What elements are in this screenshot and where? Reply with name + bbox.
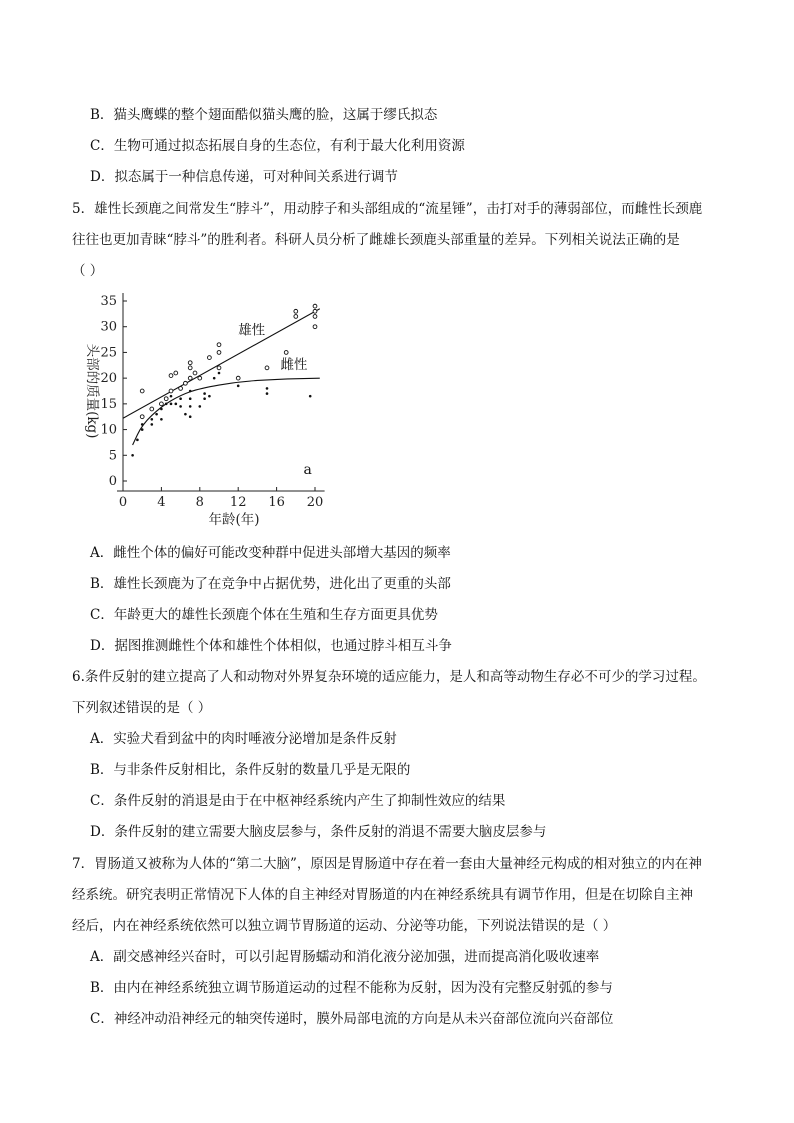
female-point: [213, 377, 216, 380]
male-point: [284, 351, 288, 355]
x-tick-label: 4: [157, 495, 166, 510]
male-point: [174, 371, 178, 375]
female-point: [141, 428, 144, 431]
female-point: [184, 413, 187, 416]
y-tick-label: 35: [100, 294, 117, 309]
female-point: [131, 454, 134, 457]
q6-option-a: A．实验犬看到盆中的肉时唾液分泌增加是条件反射: [90, 731, 397, 747]
x-tick-label: 20: [306, 495, 324, 510]
q5-option-a: A．雌性个体的偏好可能改变种群中促进头部增大基因的频率: [90, 545, 451, 561]
female-point: [189, 415, 192, 418]
male-point: [198, 376, 202, 380]
q6-option-b: B．与非条件反射相比，条件反射的数量几乎是无限的: [90, 762, 411, 778]
y-tick-label: 25: [100, 345, 117, 361]
q6-option-c: C．条件反射的消退是由于在中枢神经系统内产生了抑制性效应的结果: [90, 793, 506, 809]
q6-option-d: D．条件反射的建立需要大脑皮层参与，条件反射的消退不需要大脑皮层参与: [90, 824, 547, 840]
male-point: [313, 304, 317, 308]
male-point: [188, 376, 192, 380]
q7-option-c: C．神经冲动沿神经元的轴突传递时，膜外局部电流的方向是从未兴奋部位流向兴奋部位: [90, 1011, 614, 1027]
female-point: [218, 372, 221, 375]
q4-option-d: D．拟态属于一种信息传递，可对种间关系进行调节: [90, 169, 398, 185]
male-point: [179, 387, 183, 391]
female-point: [203, 397, 206, 400]
female-point: [189, 390, 192, 393]
female-point: [179, 405, 182, 408]
male-point: [313, 315, 317, 319]
y-tick-label: 10: [100, 422, 117, 438]
male-point: [169, 389, 173, 393]
female-point: [170, 395, 173, 398]
q5-stem-line2: 往往也更加青睐“脖斗”的胜利者。科研人员分析了雌雄长颈鹿头部重量的差异。下列相关说法正确的是: [72, 232, 680, 248]
male-point: [184, 381, 188, 385]
male-point: [313, 325, 317, 329]
q7-stem-line1: 7．胃肠道又被称为人体的“第二大脑”，原因是胃肠道中存在着一套由大量神经元构成的相对独立的内在神: [72, 856, 702, 872]
male-point: [217, 343, 221, 347]
female-point: [199, 405, 202, 408]
head-mass-scatter-chart: [72, 288, 342, 528]
female-fit-curve: [133, 378, 320, 445]
male-point: [265, 366, 269, 370]
q6-stem-line1: 6.条件反射的建立提高了人和动物对外界复杂环境的适应能力，是人和高等动物生存必不可少的学习过程。: [72, 669, 706, 685]
q7-option-b: B．由内在神经系统独立调节肠道运动的过程不能称为反射，因为没有完整反射弧的参与: [90, 980, 613, 996]
male-point: [294, 309, 298, 313]
male-point: [294, 315, 298, 319]
male-series-label: 雄性: [238, 322, 266, 339]
data-points: [131, 304, 317, 456]
q7-stem-line2: 经系统。研究表明正常情况下人体的自主神经对胃肠道的内在神经系统具有调节作用，但是在切除自主神: [72, 887, 693, 903]
q5-stem-line3: （ ）: [72, 263, 104, 279]
male-point: [140, 415, 144, 419]
q7-stem-line3: 经后，内在神经系统依然可以独立调节胃肠道的运动、分泌等功能，下列说法错误的是（ ）: [72, 918, 617, 934]
y-tick-label: 15: [100, 396, 117, 412]
male-point: [313, 309, 317, 313]
male-point: [217, 351, 221, 355]
female-point: [309, 395, 312, 398]
male-point: [188, 366, 192, 370]
female-point: [136, 439, 139, 442]
q4-option-b: B．猫头鹰蝶的整个翅面酷似猫头鹰的脸，这属于缪氏拟态: [90, 107, 438, 123]
panel-label: a: [303, 461, 312, 478]
q5-option-d: D．据图推测雌性个体和雄性个体相似，也通过脖斗相互斗争: [90, 638, 452, 654]
male-point: [188, 361, 192, 365]
q6-stem-line2: 下列叙述错误的是（ ）: [72, 700, 212, 716]
male-point: [208, 356, 212, 360]
male-point: [236, 376, 240, 380]
female-point: [165, 403, 168, 406]
female-point: [189, 397, 192, 400]
male-point: [217, 366, 221, 370]
x-tick-label: 0: [118, 495, 128, 510]
y-tick-label: 0: [108, 474, 117, 489]
female-point: [175, 403, 178, 406]
y-tick-label: 5: [108, 448, 117, 464]
male-point: [140, 389, 144, 393]
female-point: [160, 418, 163, 421]
male-point: [169, 374, 173, 378]
female-point: [151, 418, 154, 421]
female-point: [189, 405, 192, 408]
chart-axes: [100, 293, 324, 510]
female-series-label: 雌性: [280, 356, 308, 373]
female-point: [141, 423, 144, 426]
male-point: [193, 371, 197, 375]
q4-option-c: C．生物可通过拟态拓展自身的生态位，有利于最大化利用资源: [90, 138, 465, 154]
x-tick-label: 16: [268, 495, 285, 510]
y-axis-label: 头部的质量(kg): [84, 343, 100, 439]
female-point: [170, 403, 173, 406]
male-point: [164, 397, 168, 401]
x-tick-label: 8: [195, 495, 204, 510]
y-tick-label: 20: [100, 371, 117, 387]
female-point: [237, 385, 240, 388]
male-point: [160, 402, 164, 406]
male-point: [150, 407, 154, 411]
x-axis-label: 年龄(年): [208, 512, 260, 528]
female-point: [179, 397, 182, 400]
female-point: [160, 408, 163, 411]
female-point: [203, 392, 206, 395]
x-tick-label: 12: [229, 495, 247, 510]
female-point: [266, 387, 269, 390]
q5-option-c: C．年龄更大的雄性长颈鹿个体在生殖和生存方面更具优势: [90, 607, 438, 623]
female-point: [151, 423, 154, 426]
female-point: [266, 392, 269, 395]
q5-option-b: B．雄性长颈鹿为了在竞争中占据优势，进化出了更重的头部: [90, 576, 451, 592]
q7-option-a: A．副交感神经兴奋时，可以引起胃肠蠕动和消化液分泌加强，进而提高消化吸收速率: [90, 949, 600, 965]
female-point: [155, 413, 158, 416]
female-point: [208, 395, 211, 398]
y-tick-label: 30: [100, 319, 117, 335]
q5-stem-line1: 5．雄性长颈鹿之间常发生“脖斗”，用动脖子和头部组成的“流星锤”，击打对手的薄弱部位，而雌性长颈鹿: [72, 201, 703, 217]
